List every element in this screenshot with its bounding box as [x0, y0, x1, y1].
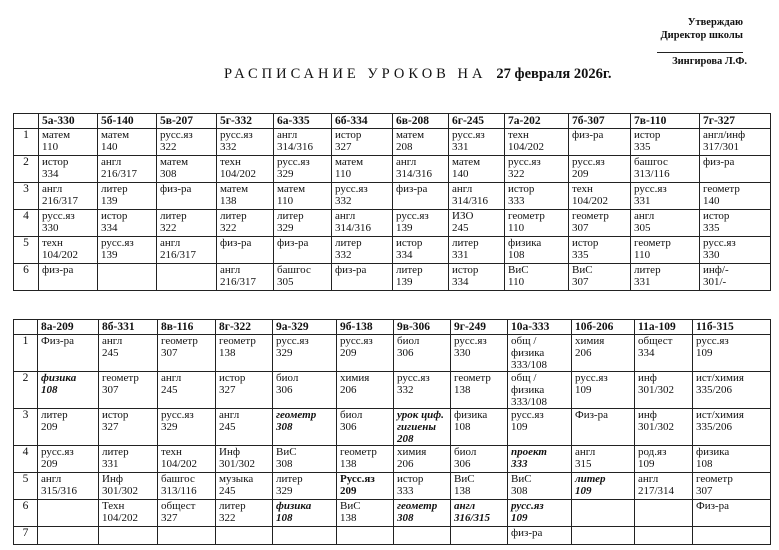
lesson-row [14, 527, 771, 545]
lesson-cell: русс.яз 109 [693, 335, 771, 372]
lesson-number: 7 [14, 527, 38, 545]
lesson-cell: урок циф. гигиены 208 [394, 409, 451, 446]
lesson-cell: ВиС 138 [337, 500, 394, 527]
lesson-cell: башгос 313/116 [158, 473, 216, 500]
lesson-cell [38, 500, 99, 527]
lesson-cell: истор 335 [569, 237, 631, 264]
lesson-cell [572, 527, 635, 545]
lesson-cell: химия 206 [337, 372, 394, 409]
lesson-cell: русс.яз 329 [158, 409, 216, 446]
lesson-cell: русс.яз 109 [572, 372, 635, 409]
lesson-cell: русс.яз 322 [505, 156, 569, 183]
lesson-cell: геометр 138 [337, 446, 394, 473]
lesson-cell: англ 245 [158, 372, 216, 409]
lesson-cell: литер 332 [332, 237, 393, 264]
lesson-cell: геометр 110 [505, 210, 569, 237]
page-title [224, 66, 611, 83]
lesson-cell: литер 139 [393, 264, 449, 291]
lesson-cell: англ 217/314 [635, 473, 693, 500]
lesson-cell: русс.яз 331 [631, 183, 700, 210]
lesson-number: 5 [14, 237, 39, 264]
class-header: 10а-333 [508, 320, 572, 335]
lesson-cell [693, 527, 771, 545]
lesson-cell [337, 527, 394, 545]
lesson-cell: матем 308 [157, 156, 217, 183]
lesson-cell: физ-ра [508, 527, 572, 545]
lesson-cell: физ-ра [39, 264, 98, 291]
lesson-cell: русс.яз 329 [274, 156, 332, 183]
class-header: 8г-322 [216, 320, 273, 335]
lesson-cell: техн 104/202 [217, 156, 274, 183]
lesson-cell: русс.яз 139 [393, 210, 449, 237]
lesson-cell: Физ-ра [572, 409, 635, 446]
class-header: 5в-207 [157, 114, 217, 129]
lesson-cell: литер 139 [98, 183, 157, 210]
lesson-cell: истор 334 [393, 237, 449, 264]
lesson-cell: физ-ра [700, 156, 771, 183]
class-header: 7в-110 [631, 114, 700, 129]
lesson-cell: геометр 308 [273, 409, 337, 446]
lesson-cell: англ 314/316 [332, 210, 393, 237]
lesson-cell: матем 208 [393, 129, 449, 156]
lesson-row [14, 156, 771, 183]
class-header: 10б-206 [572, 320, 635, 335]
lesson-number: 4 [14, 210, 39, 237]
lesson-row [14, 129, 771, 156]
lesson-cell: геометр 307 [99, 372, 158, 409]
approval-line-1: Утверждаю [687, 17, 743, 28]
lesson-number: 3 [14, 183, 39, 210]
lesson-cell: матем 138 [217, 183, 274, 210]
lesson-cell: физика 108 [38, 372, 99, 409]
lesson-cell: матем 110 [332, 156, 393, 183]
lesson-row [14, 372, 771, 409]
lesson-cell: истор 327 [99, 409, 158, 446]
signature-line [657, 52, 743, 53]
lesson-cell: англ 305 [631, 210, 700, 237]
lesson-cell: русс.яз 329 [273, 335, 337, 372]
lesson-cell: ВиС 138 [451, 473, 508, 500]
lesson-cell: геометр 138 [216, 335, 273, 372]
lesson-number: 6 [14, 264, 39, 291]
lesson-cell: истор 335 [700, 210, 771, 237]
lesson-cell: русс.яз 330 [451, 335, 508, 372]
lesson-cell: англ 216/317 [39, 183, 98, 210]
class-header: 6г-245 [449, 114, 505, 129]
lesson-row [14, 335, 771, 372]
lesson-cell: физика 108 [451, 409, 508, 446]
lesson-cell: литер 331 [631, 264, 700, 291]
lesson-cell [635, 527, 693, 545]
lesson-cell: музыка 245 [216, 473, 273, 500]
lesson-cell: техн 104/202 [505, 129, 569, 156]
lesson-cell: геометр 307 [569, 210, 631, 237]
lesson-row [14, 264, 771, 291]
lesson-cell: англ 245 [216, 409, 273, 446]
lesson-cell: инф/- 301/- [700, 264, 771, 291]
lesson-cell: Физ-ра [693, 500, 771, 527]
class-header: 7а-202 [505, 114, 569, 129]
lesson-cell: геометр 307 [158, 335, 216, 372]
lesson-cell: русс.яз 209 [337, 335, 394, 372]
lesson-number: 6 [14, 500, 38, 527]
lesson-cell: физ-ра [274, 237, 332, 264]
lesson-row [14, 500, 771, 527]
lesson-cell: ВиС 307 [569, 264, 631, 291]
lesson-cell: русс.яз 209 [38, 446, 99, 473]
lesson-cell: геометр 308 [394, 500, 451, 527]
class-header: 9г-249 [451, 320, 508, 335]
class-header: 5г-332 [217, 114, 274, 129]
lesson-cell: геометр 138 [451, 372, 508, 409]
lesson-cell: русс.яз 139 [98, 237, 157, 264]
lesson-cell: истор 334 [98, 210, 157, 237]
lesson-cell: литер 329 [273, 473, 337, 500]
lesson-cell: литер 331 [449, 237, 505, 264]
lesson-number: 4 [14, 446, 38, 473]
page-title-text: РАСПИСАНИЕ УРОКОВ НА [224, 66, 487, 82]
lesson-number: 1 [14, 129, 39, 156]
lesson-cell [394, 527, 451, 545]
lesson-cell: общест 327 [158, 500, 216, 527]
lesson-cell: англ 314/316 [274, 129, 332, 156]
class-header: 6б-334 [332, 114, 393, 129]
class-header: 7б-307 [569, 114, 631, 129]
lesson-cell: физика 108 [273, 500, 337, 527]
lesson-cell: литер 109 [572, 473, 635, 500]
lesson-cell: ИЗО 245 [449, 210, 505, 237]
class-header: 11б-315 [693, 320, 771, 335]
lesson-cell: русс.яз 330 [700, 237, 771, 264]
lesson-cell: башгос 305 [274, 264, 332, 291]
lesson-cell: истор 327 [332, 129, 393, 156]
class-header: 8а-209 [38, 320, 99, 335]
class-header: 9б-138 [337, 320, 394, 335]
lesson-cell: русс.яз 331 [449, 129, 505, 156]
class-header: 11а-109 [635, 320, 693, 335]
lesson-cell [158, 527, 216, 545]
class-header: 9а-329 [273, 320, 337, 335]
class-header: 6в-208 [393, 114, 449, 129]
lesson-cell: истор 333 [394, 473, 451, 500]
approval-block [657, 16, 747, 68]
lesson-cell: англ 245 [99, 335, 158, 372]
lesson-cell: ВиС 308 [508, 473, 572, 500]
lesson-cell: физ-ра [217, 237, 274, 264]
approval-line-2: Директор школы [660, 30, 743, 41]
lesson-cell: истор 327 [216, 372, 273, 409]
lesson-cell: русс.яз 332 [394, 372, 451, 409]
lesson-cell: Инф 301/302 [99, 473, 158, 500]
lesson-cell: химия 206 [572, 335, 635, 372]
lesson-cell [157, 264, 217, 291]
lesson-cell: русс.яз 209 [569, 156, 631, 183]
schedule-table-1 [13, 113, 771, 291]
class-header: 8в-116 [158, 320, 216, 335]
class-header: 5а-330 [39, 114, 98, 129]
lesson-row [14, 473, 771, 500]
lesson-cell: англ 216/317 [217, 264, 274, 291]
lesson-cell [99, 527, 158, 545]
lesson-cell: геометр 140 [700, 183, 771, 210]
lesson-cell: литер 322 [216, 500, 273, 527]
lesson-cell: Техн 104/202 [99, 500, 158, 527]
lesson-cell: ВиС 110 [505, 264, 569, 291]
lesson-cell: англ 216/317 [157, 237, 217, 264]
lesson-cell: общ /физика 333/108 [508, 372, 572, 409]
lesson-row [14, 409, 771, 446]
lesson-cell: инф 301/302 [635, 372, 693, 409]
lesson-number: 3 [14, 409, 38, 446]
lesson-number: 1 [14, 335, 38, 372]
lesson-cell: истор 333 [505, 183, 569, 210]
lesson-number: 5 [14, 473, 38, 500]
lesson-cell: Инф 301/302 [216, 446, 273, 473]
lesson-cell: ист/химия 335/206 [693, 409, 771, 446]
lesson-cell: истор 335 [631, 129, 700, 156]
lesson-cell: англ 314/316 [393, 156, 449, 183]
lesson-cell: ВиС 308 [273, 446, 337, 473]
approval-signer: Зингирова Л.Ф. [672, 56, 747, 67]
lesson-cell: истор 334 [39, 156, 98, 183]
lesson-number: 2 [14, 156, 39, 183]
lesson-cell: физика 108 [505, 237, 569, 264]
lesson-cell: Русс.яз 209 [337, 473, 394, 500]
lesson-cell: истор 334 [449, 264, 505, 291]
lesson-cell [451, 527, 508, 545]
lesson-cell: англ 314/316 [449, 183, 505, 210]
lesson-cell: Физ-ра [38, 335, 99, 372]
lesson-row [14, 210, 771, 237]
lesson-cell: англ 315/316 [38, 473, 99, 500]
lesson-cell: биол 306 [273, 372, 337, 409]
lesson-cell: биол 306 [394, 335, 451, 372]
lesson-cell: литер 329 [274, 210, 332, 237]
lesson-cell: инф 301/302 [635, 409, 693, 446]
lesson-cell: литер 322 [217, 210, 274, 237]
page-title-date: 27 февраля 2026г. [496, 66, 612, 82]
lesson-cell: биол 306 [337, 409, 394, 446]
lesson-row [14, 446, 771, 473]
lesson-cell: матем 110 [274, 183, 332, 210]
lesson-cell: ист/химия 335/206 [693, 372, 771, 409]
lesson-cell [98, 264, 157, 291]
lesson-number: 2 [14, 372, 38, 409]
lesson-cell: русс.яз 109 [508, 409, 572, 446]
class-header: 8б-331 [99, 320, 158, 335]
lesson-cell [273, 527, 337, 545]
corner-cell [14, 320, 38, 335]
lesson-cell: англ/инф 317/301 [700, 129, 771, 156]
lesson-cell [216, 527, 273, 545]
lesson-cell: физика 108 [693, 446, 771, 473]
lesson-cell: химия 206 [394, 446, 451, 473]
lesson-cell: геометр 307 [693, 473, 771, 500]
lesson-cell: матем 140 [98, 129, 157, 156]
lesson-cell [38, 527, 99, 545]
lesson-cell: русс.яз 332 [332, 183, 393, 210]
lesson-cell: общест 334 [635, 335, 693, 372]
lesson-row [14, 183, 771, 210]
lesson-cell: литер 331 [99, 446, 158, 473]
lesson-cell: физ-ра [393, 183, 449, 210]
lesson-cell: башгос 313/116 [631, 156, 700, 183]
lesson-cell: проект 333 [508, 446, 572, 473]
lesson-cell [572, 500, 635, 527]
lesson-cell: техн 104/202 [39, 237, 98, 264]
lesson-cell: физ-ра [569, 129, 631, 156]
lesson-cell: русс.яз 322 [157, 129, 217, 156]
lesson-cell: матем 140 [449, 156, 505, 183]
lesson-cell: русс.яз 332 [217, 129, 274, 156]
lesson-cell: англ 315 [572, 446, 635, 473]
lesson-row [14, 237, 771, 264]
lesson-cell: техн 104/202 [569, 183, 631, 210]
lesson-cell: англ 216/317 [98, 156, 157, 183]
lesson-cell: русс.яз 109 [508, 500, 572, 527]
lesson-cell [635, 500, 693, 527]
lesson-cell: литер 209 [38, 409, 99, 446]
lesson-cell: физ-ра [332, 264, 393, 291]
lesson-cell: биол 306 [451, 446, 508, 473]
lesson-cell: геометр 110 [631, 237, 700, 264]
class-header: 5б-140 [98, 114, 157, 129]
lesson-cell: русс.яз 330 [39, 210, 98, 237]
lesson-cell: матем 110 [39, 129, 98, 156]
schedule-table-2 [13, 319, 771, 545]
lesson-cell: общ /физика 333/108 [508, 335, 572, 372]
class-header: 9в-306 [394, 320, 451, 335]
lesson-cell: литер 322 [157, 210, 217, 237]
lesson-cell: род.яз 109 [635, 446, 693, 473]
class-header: 7г-327 [700, 114, 771, 129]
class-header: 6а-335 [274, 114, 332, 129]
lesson-cell: техн 104/202 [158, 446, 216, 473]
corner-cell [14, 114, 39, 129]
lesson-cell: англ 316/315 [451, 500, 508, 527]
lesson-cell: физ-ра [157, 183, 217, 210]
